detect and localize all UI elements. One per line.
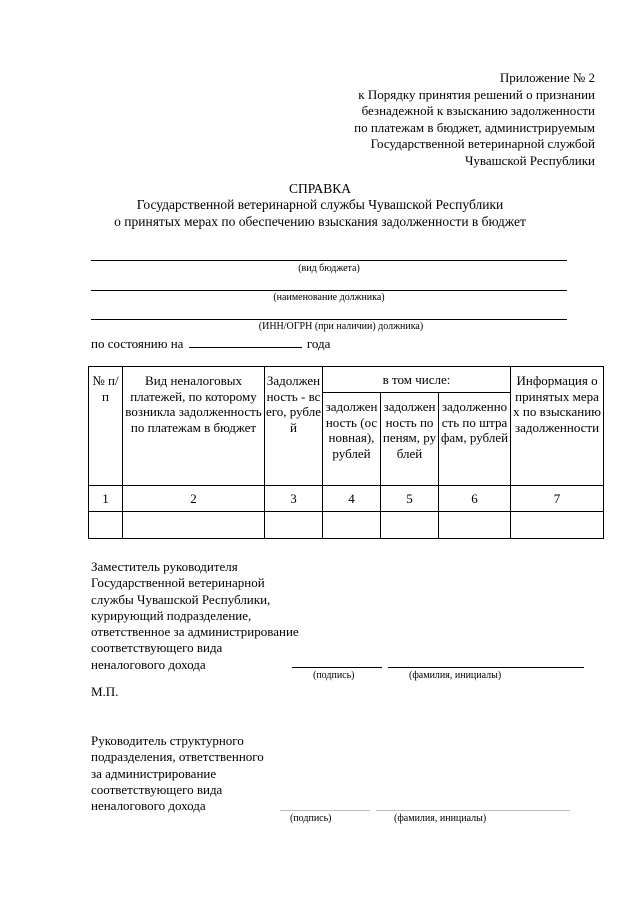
signature-block-head — [91, 733, 264, 814]
document-subtitle: Государственной ветеринарной службы Чувашской Республики — [136, 197, 504, 212]
signature-line-text: за администрирование — [91, 765, 217, 781]
as-of-date-blank[interactable] — [189, 336, 302, 348]
header-num: № п/п — [89, 367, 123, 486]
as-of-prefix: по состоянию на — [91, 336, 184, 351]
appendix-line: Чувашской Республики — [464, 152, 595, 168]
name-field-2[interactable] — [376, 810, 570, 811]
appendix-line: по платежам в бюджет, администрируемым — [354, 119, 595, 135]
stamp-place: М.П. — [91, 684, 119, 699]
appendix-line: Государственной ветеринарной службой — [370, 136, 595, 152]
document-title: СПРАВКА — [288, 181, 352, 196]
column-number: 4 — [323, 486, 381, 512]
column-number: 2 — [123, 486, 265, 512]
column-number-row — [89, 486, 604, 512]
signature-line-text: неналогового дохода — [91, 656, 206, 672]
debtor-caption: (наименование должника) — [273, 292, 385, 303]
signature-field-1[interactable] — [292, 667, 382, 668]
column-number: 7 — [511, 486, 604, 512]
sign-caption-2: (подпись) — [290, 813, 332, 824]
appendix-line: безнадежной к взысканию задолженности — [361, 103, 595, 119]
inn-caption: (ИНН/ОГРН (при наличии) должника) — [258, 321, 424, 332]
signature-line-text: Заместитель руководителя — [91, 559, 238, 574]
header-including: в том числе: — [323, 367, 511, 393]
budget-caption: (вид бюджета) — [298, 263, 360, 274]
signature-line-text: подразделения, ответственного — [91, 749, 264, 765]
name-caption-2: (фамилия, инициалы) — [394, 813, 487, 824]
header-penalties: задолженность по пеням, рублей — [381, 393, 439, 486]
signature-line-text: Государственной ветеринарной — [91, 575, 265, 591]
column-number: 3 — [265, 486, 323, 512]
column-number: 1 — [89, 486, 123, 512]
document-subtitle-2: о принятых мерах по обеспечению взыскания задолженности в бюджет — [114, 214, 526, 229]
table-row — [89, 512, 604, 539]
header-payment-type: Вид неналоговых платежей, по которому возникла задолженность по платежам в бюджет — [123, 367, 265, 486]
table-cell[interactable] — [89, 512, 123, 539]
table-cell[interactable] — [323, 512, 381, 539]
table-cell[interactable] — [439, 512, 511, 539]
column-number: 6 — [439, 486, 511, 512]
signature-block-deputy — [91, 559, 299, 673]
name-caption-1: (фамилия, инициалы) — [409, 670, 502, 681]
appendix-block — [354, 70, 595, 170]
table-cell[interactable] — [265, 512, 323, 539]
signature-line-text: соответствующего вида — [91, 640, 223, 656]
header-fines: задолженность по штрафам, рублей — [439, 393, 511, 486]
header-main-debt: задолженность (основная), рублей — [323, 393, 381, 486]
signature-line-text: Руководитель структурного — [91, 733, 244, 748]
signature-line-text: неналогового дохода — [91, 798, 206, 814]
header-total: Задолженность - всего, рублей — [265, 367, 323, 486]
inn-line[interactable] — [91, 319, 567, 320]
appendix-line: к Порядку принятия решений о признании — [358, 86, 595, 102]
table-cell[interactable] — [511, 512, 604, 539]
table-cell[interactable] — [123, 512, 265, 539]
as-of-suffix: года — [306, 336, 331, 351]
signature-line-text: соответствующего вида — [91, 781, 223, 797]
debtor-line[interactable] — [91, 290, 567, 291]
signature-line-text: ответственное за администрирование — [91, 624, 299, 640]
appendix-line: Приложение № 2 — [499, 70, 595, 85]
signature-line-text: курирующий подразделение, — [91, 607, 252, 623]
debt-table — [88, 366, 604, 539]
signature-field-2[interactable] — [280, 810, 370, 811]
signature-line-text: службы Чувашской Республики, — [91, 591, 271, 607]
header-info: Информация о принятых мерах по взысканию задолженности — [511, 367, 604, 486]
budget-line[interactable] — [91, 260, 567, 261]
column-number: 5 — [381, 486, 439, 512]
sign-caption-1: (подпись) — [313, 670, 355, 681]
name-field-1[interactable] — [388, 667, 584, 668]
as-of-date-row — [91, 336, 330, 350]
table-cell[interactable] — [381, 512, 439, 539]
